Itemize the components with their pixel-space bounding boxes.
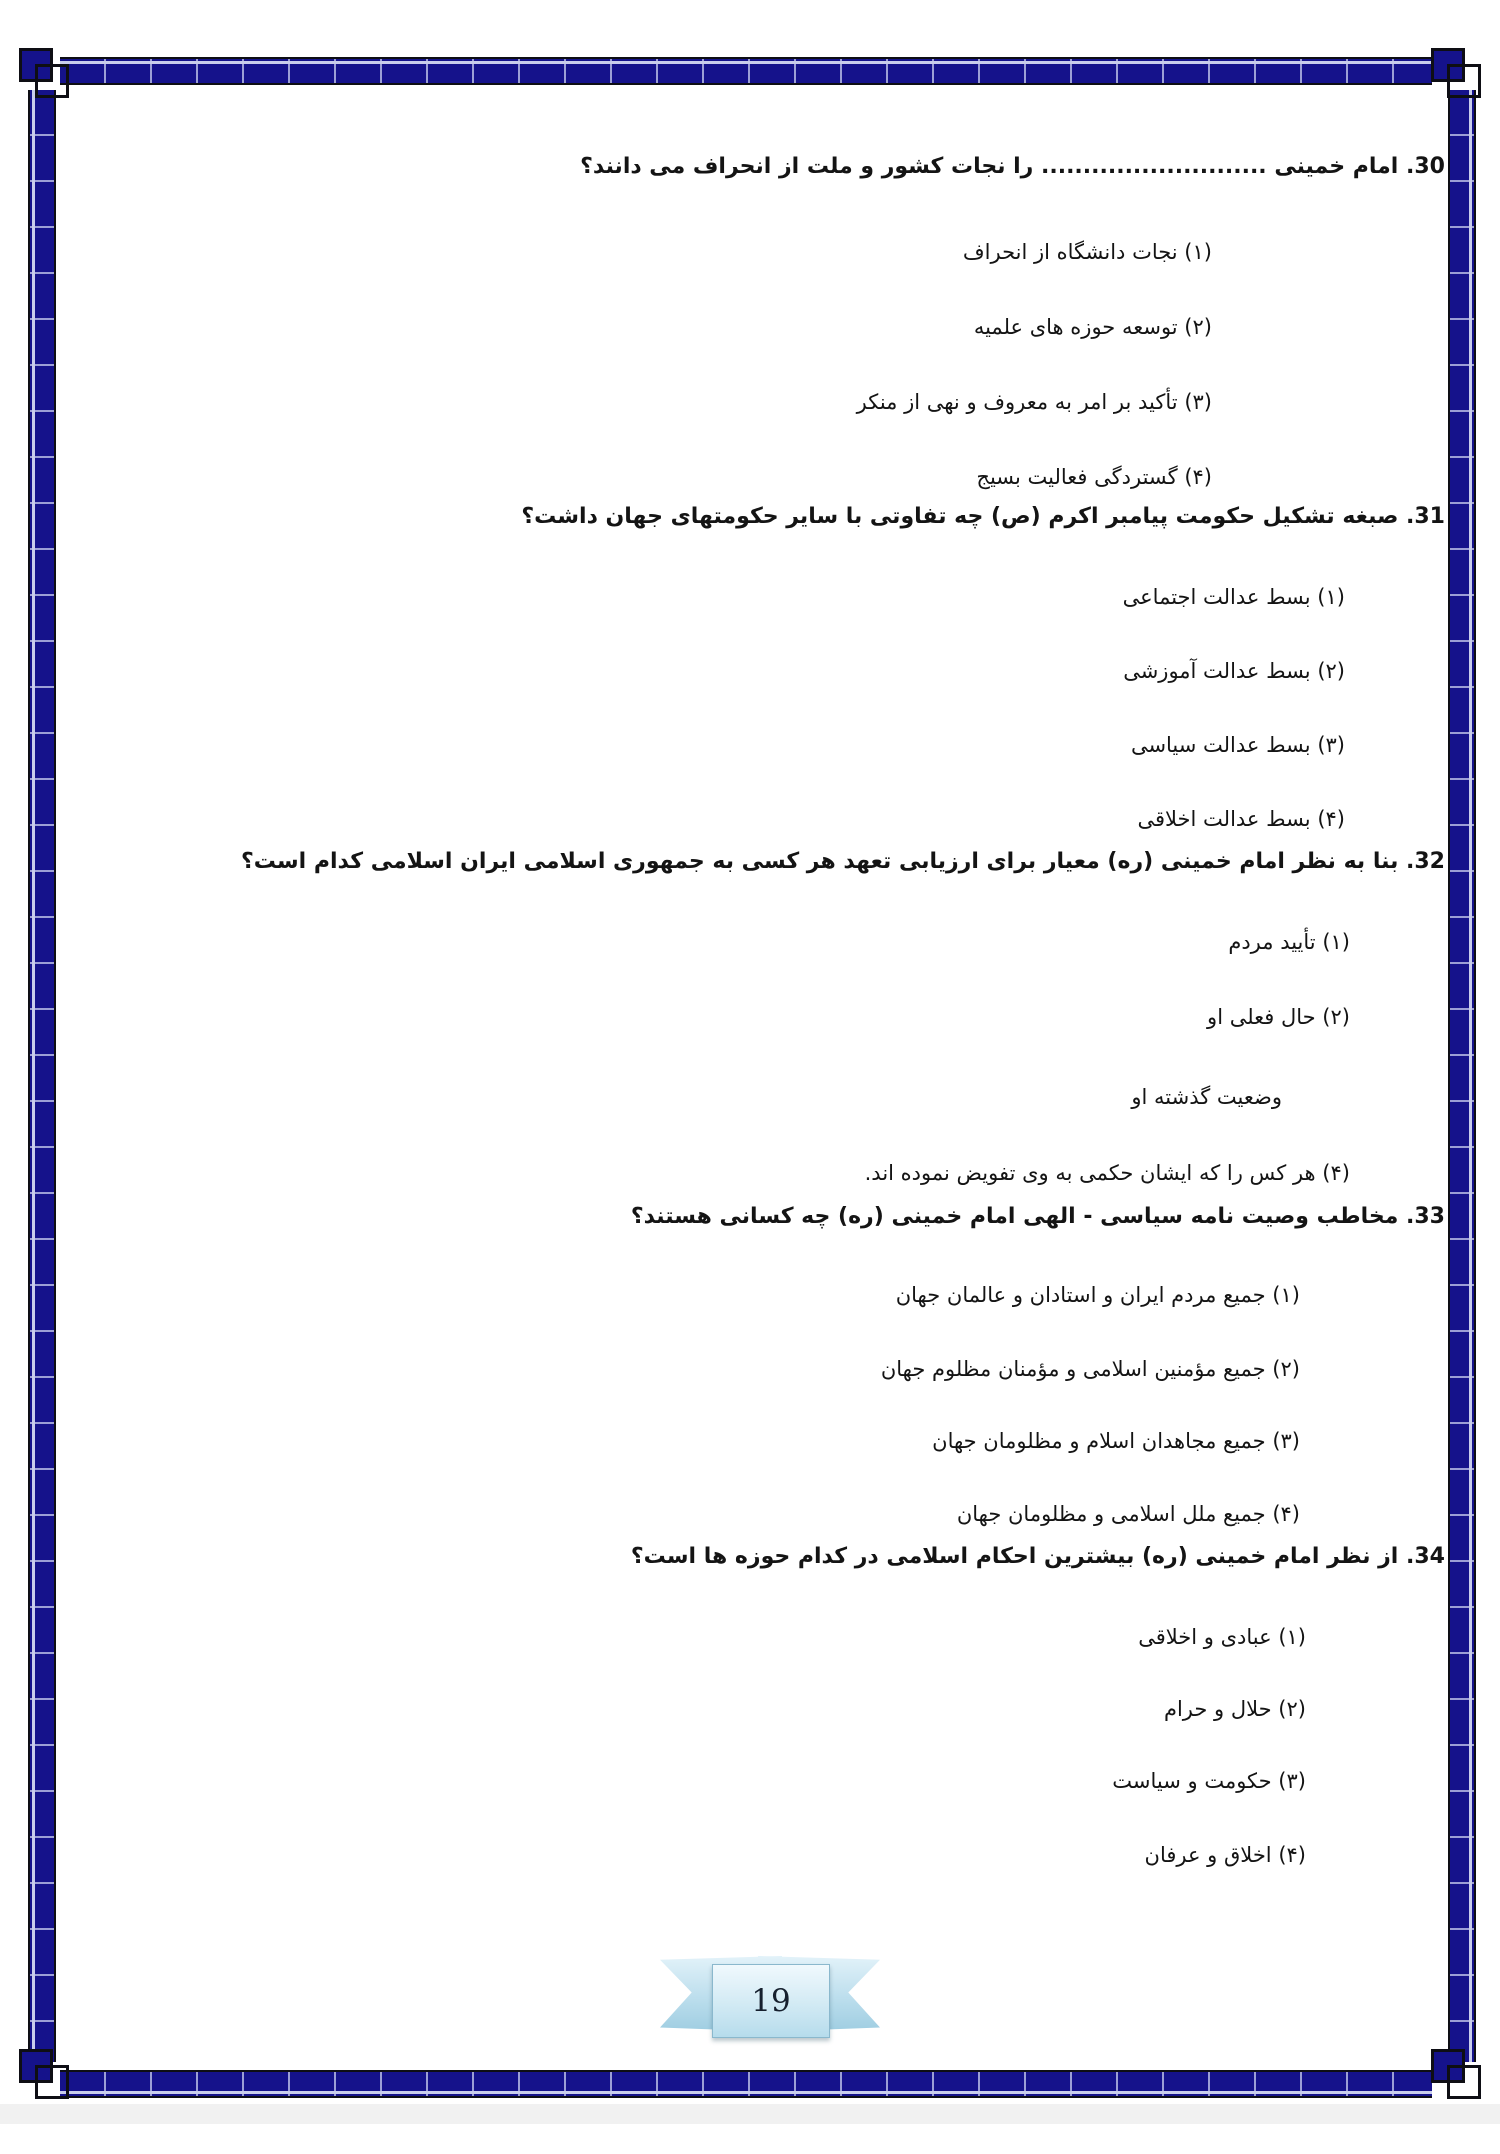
question-33-option-4: (۴) جمیع ملل اسلامی و مظلومان جهان xyxy=(956,1502,1300,1526)
question-31-option-2: (۲) بسط عدالت آموزشی xyxy=(1123,659,1345,683)
question-text: صبغه تشکیل حکومت پیامبر اکرم (ص) چه تفاوتی با سایر حکومتهای جهان داشت؟ xyxy=(521,504,1399,529)
frame-top-border xyxy=(60,57,1432,85)
question-30-option-2: (۲) توسعه حوزه های علمیه xyxy=(973,315,1212,339)
question-32-option-2: (۲) حال فعلی او xyxy=(1207,1005,1350,1029)
frame-corner-knot-bottom-left xyxy=(18,2048,70,2100)
question-number: 30. xyxy=(1406,154,1445,179)
question-30-option-4: (۴) گستردگی فعالیت بسیج xyxy=(976,465,1212,489)
question-34-option-2: (۲) حلال و حرام xyxy=(1163,1697,1306,1721)
page-number: 19 xyxy=(712,1964,830,2038)
question-stem-34 xyxy=(631,1540,1445,1574)
question-34-option-4: (۴) اخلاق و عرفان xyxy=(1144,1843,1306,1867)
frame-left-border xyxy=(28,90,56,2062)
question-34-option-1: (۱) عبادی و اخلاقی xyxy=(1138,1625,1306,1649)
question-31-option-1: (۱) بسط عدالت اجتماعی xyxy=(1122,585,1345,609)
question-stem-31 xyxy=(521,500,1445,534)
page-edge-separator xyxy=(0,2104,1500,2124)
frame-bottom-border xyxy=(60,2070,1432,2098)
question-31-option-3: (۳) بسط عدالت سیاسی xyxy=(1130,733,1345,757)
frame-corner-knot-bottom-right xyxy=(1430,2048,1482,2100)
question-33-option-1: (۱) جمیع مردم ایران و استادان و عالمان جهان xyxy=(895,1283,1300,1307)
question-number: 34. xyxy=(1406,1544,1445,1569)
question-32-option-1: (۱) تأیید مردم xyxy=(1228,930,1350,954)
question-32-option-4: (۴) هر کس را که ایشان حکمی به وی تفویض نموده اند. xyxy=(864,1161,1350,1185)
question-30-option-3: (۳) تأکید بر امر به معروف و نهی از منکر xyxy=(856,390,1212,414)
page-number-ribbon xyxy=(660,1948,880,2048)
question-number: 32. xyxy=(1406,849,1445,874)
question-stem-32 xyxy=(241,845,1445,879)
frame-corner-knot-top-left xyxy=(18,47,70,99)
question-stem-33 xyxy=(631,1200,1445,1234)
question-stem-30 xyxy=(580,150,1445,184)
question-text: از نظر امام خمینی (ره) بیشترین احکام اسلامی در کدام حوزه ها است؟ xyxy=(630,1544,1399,1569)
frame-right-border xyxy=(1448,90,1476,2062)
question-31-option-4: (۴) بسط عدالت اخلاقی xyxy=(1137,807,1345,831)
question-number: 33. xyxy=(1406,1204,1445,1229)
question-33-option-3: (۳) جمیع مجاهدان اسلام و مظلومان جهان xyxy=(932,1429,1300,1453)
question-text: بنا به نظر امام خمینی (ره) معیار برای ارزیابی تعهد هر کسی به جمهوری اسلامی ایران اسلامی کدام است؟ xyxy=(241,849,1399,874)
question-text: امام خمینی ........................... را نجات کشور و ملت از انحراف می دانند؟ xyxy=(580,154,1399,179)
question-34-option-3: (۳) حکومت و سیاست xyxy=(1112,1769,1306,1793)
question-number: 31. xyxy=(1406,504,1445,529)
question-32-option-3: وضعیت گذشته او xyxy=(1131,1085,1282,1109)
question-33-option-2: (۲) جمیع مؤمنین اسلامی و مؤمنان مظلوم جهان xyxy=(880,1357,1300,1381)
frame-corner-knot-top-right xyxy=(1430,47,1482,99)
question-text: مخاطب وصیت نامه سیاسی - الهی امام خمینی (ره) چه کسانی هستند؟ xyxy=(630,1204,1399,1229)
question-30-option-1: (۱) نجات دانشگاه از انحراف xyxy=(962,240,1212,264)
